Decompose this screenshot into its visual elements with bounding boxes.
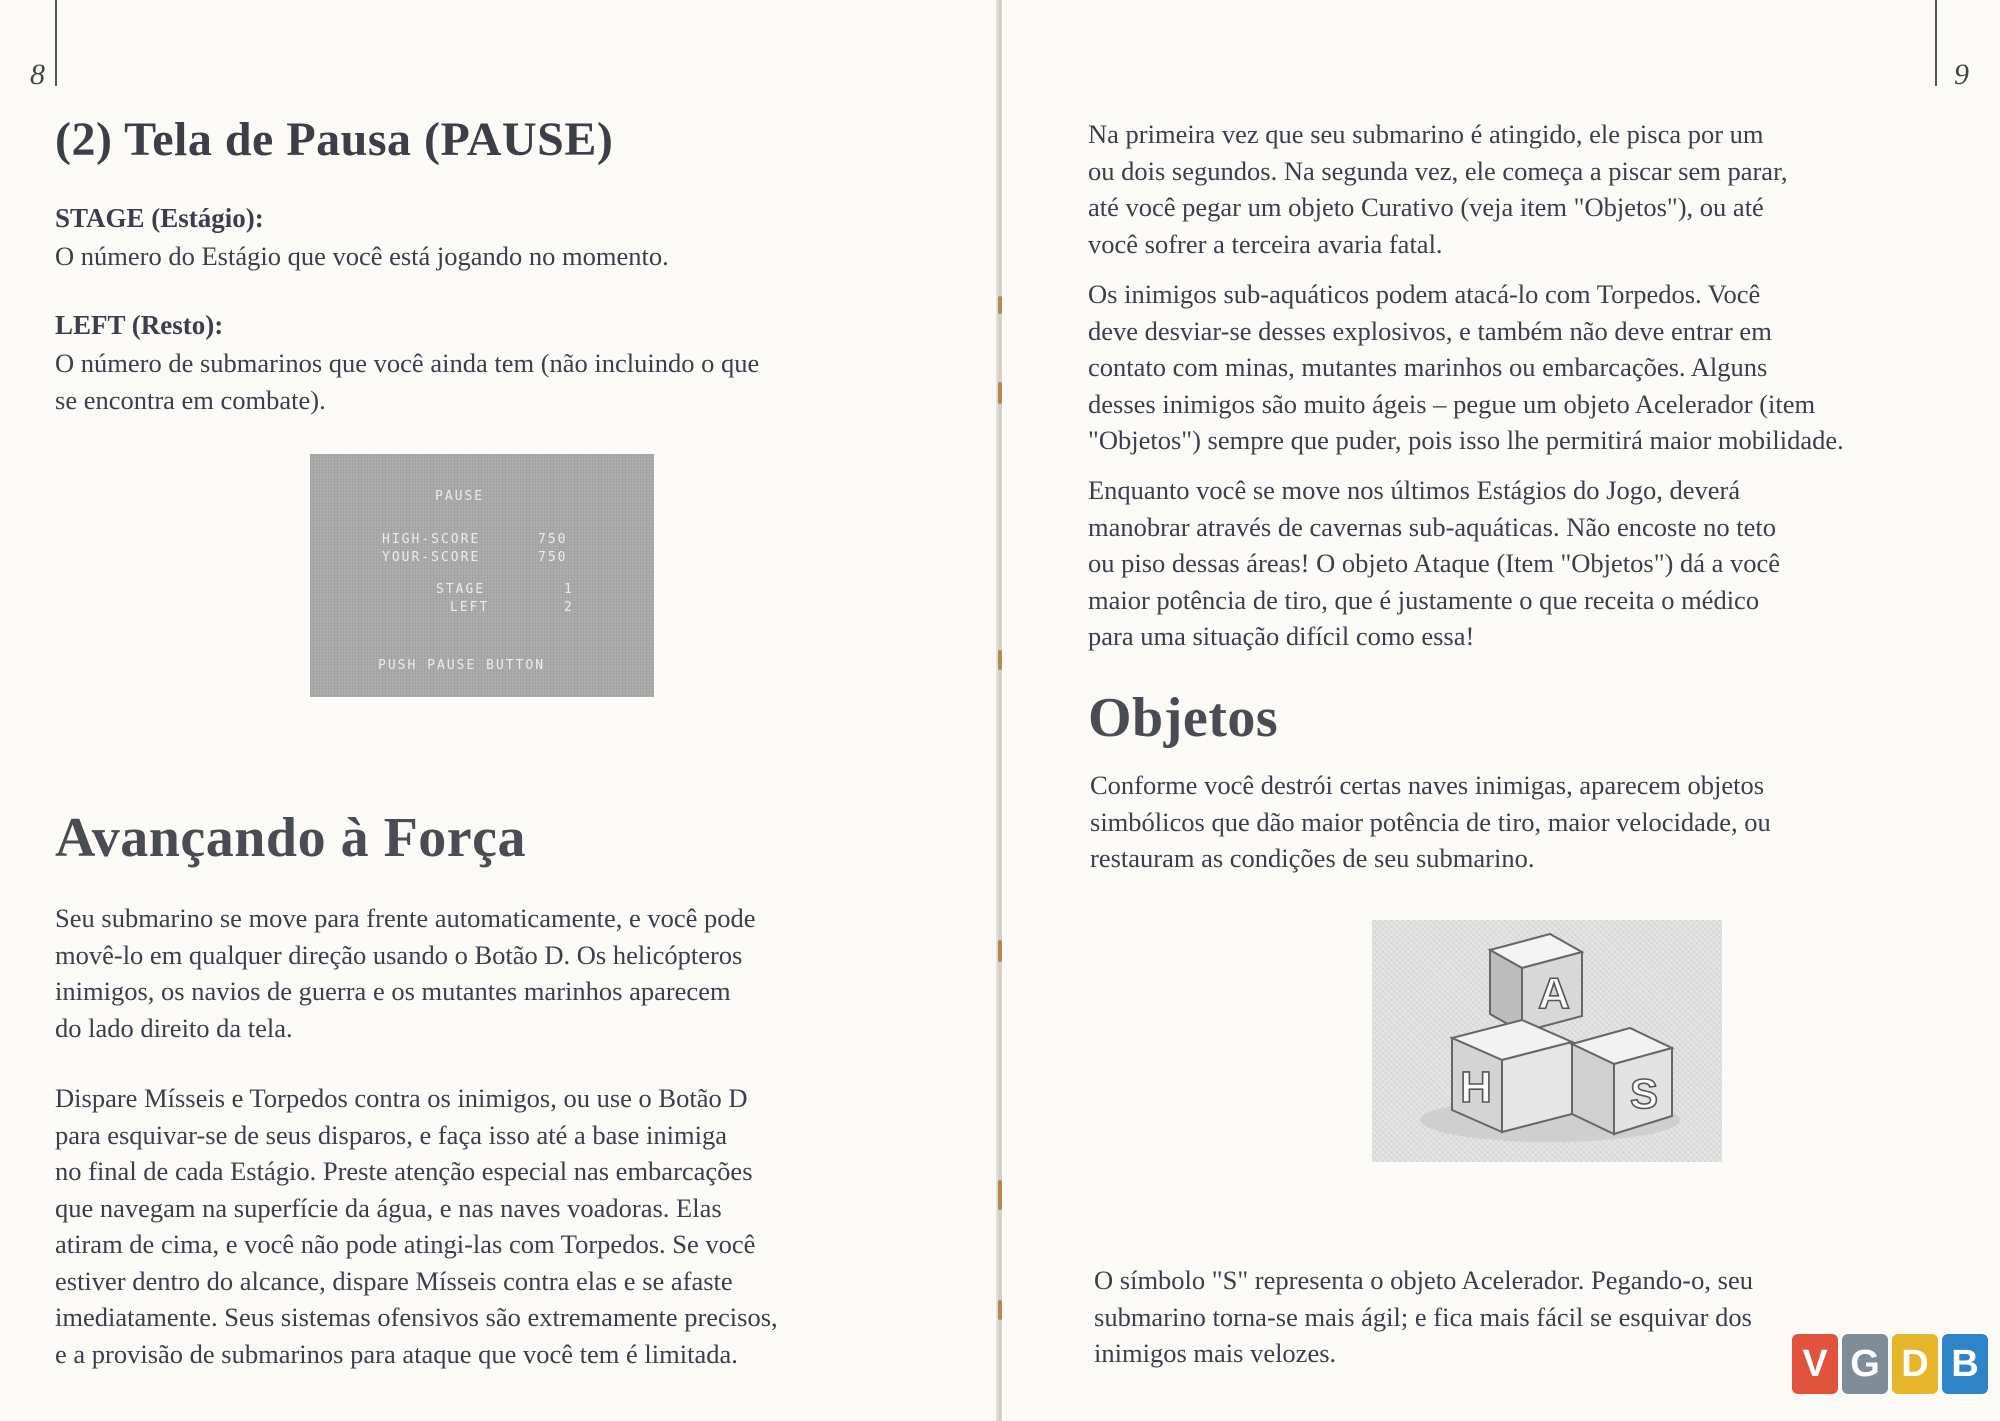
text-line: Dispare Mísseis e Torpedos contra os inimigos, ou use o Botão D [55,1083,748,1113]
pause-screen-image [310,454,654,697]
enemies-paragraph [1088,276,1944,459]
your-score-label: YOUR-SCORE [382,550,481,565]
block-s [1572,1028,1672,1134]
text-line: para uma situação difícil como essa! [1088,621,1475,651]
objects-heading: Objetos [1088,687,1279,749]
watermark-letter-d: D [1892,1334,1938,1394]
stage-value: 1 [564,582,574,597]
push-pause-prompt: PUSH PAUSE BUTTON [378,658,546,673]
text-line: do lado direito da tela. [55,1012,293,1043]
text-line: se encontra em combate). [55,384,326,415]
text-line: deve desviar-se desses explosivos, e também não deve entrar em [1088,315,1772,346]
right-page [1002,0,2000,1421]
text-line: "Objetos") sempre que puder, pois isso lhe permitirá maior mobilidade. [1088,425,1844,455]
text-line: Os inimigos sub-aquáticos podem atacá-lo com Torpedos. Você [1088,279,1761,309]
advance-paragraph-2 [55,1080,915,1372]
text-line: contato com minas, mutantes marinhos ou embarcações. Alguns [1088,352,1768,382]
page-rule-right [1935,0,1937,86]
block-h [1452,1020,1572,1132]
text-line: ou dois segundos. Na segunda vez, ele começa a piscar sem parar, [1088,155,1788,186]
text-line: que navegam na superfície da água, e nas naves voadoras. Elas [55,1192,722,1223]
text-line: atiram de cima, e você não pode atingi-las com Torpedos. Se você [55,1229,756,1259]
advance-heading: Avançando à Força [55,807,526,869]
text-line: manobrar através de cavernas sub-aquáticas. Não encoste no teto [1088,511,1776,542]
block-a [1490,934,1582,1032]
text-line: estiver dentro do alcance, dispare Mísseis contra elas e se afaste [55,1265,733,1296]
left-value: 2 [564,600,574,615]
stage-label: STAGE [436,582,486,597]
text-line: inimigos, os navios de guerra e os mutantes marinhos aparecem [55,976,731,1006]
left-label: LEFT [450,600,490,615]
hit-paragraph [1088,116,1944,262]
stage-description: O número do Estágio que você está jogando no momento. [55,241,669,271]
pause-screen-heading: (2) Tela de Pausa (PAUSE) [55,113,614,166]
text-line: no final de cada Estágio. Preste atenção especial nas embarcações [55,1156,753,1186]
text-line: você sofrer a terceira avaria fatal. [1088,228,1443,259]
text-line: submarino torna-se mais ágil; e fica mais fácil se esquivar dos [1094,1301,1752,1332]
pause-title: PAUSE [435,489,485,504]
hi-score-value: 750 [538,532,568,547]
block-letter-h: H [1460,1063,1492,1112]
text-line: para esquivar-se de seus disparos, e faça isso até a base inimiga [55,1119,728,1150]
hi-score-label: HIGH-SCORE [382,532,481,547]
caverns-paragraph [1088,472,1944,655]
text-line: Na primeira vez que seu submarino é atingido, ele pisca por um [1088,119,1764,149]
text-line: movê-lo em qualquer direção usando o Botão D. Os helicópteros [55,939,743,970]
your-score-value: 750 [538,550,568,565]
text-line: imediatamente. Seus sistemas ofensivos são extremamente precisos, [55,1302,778,1332]
text-line: ou piso dessas áreas! O objeto Ataque (Item "Objetos") dá a você [1088,548,1781,578]
watermark-letter-g: G [1842,1334,1888,1394]
advance-paragraph-1 [55,900,915,1046]
text-line: até você pegar um objeto Curativo (veja item "Objetos"), ou até [1088,192,1764,222]
text-line: inimigos mais velozes. [1094,1338,1337,1368]
text-line: restauram as condições de seu submarino. [1090,843,1535,873]
item-blocks-illustration [1372,920,1722,1162]
text-line: Seu submarino se move para frente automaticamente, e você pode [55,903,756,933]
text-line: simbólicos que dão maior potência de tiro, maior velocidade, ou [1090,806,1771,837]
text-line: O número de submarinos que você ainda tem (não incluindo o que [55,348,760,378]
objects-paragraph [1090,767,1946,877]
vgdb-watermark-logo [1792,1334,1988,1394]
text-line: e a provisão de submarinos para ataque que você tem é limitada. [55,1338,738,1369]
left-description [55,345,915,418]
watermark-letter-v: V [1792,1334,1838,1394]
text-line: desses inimigos são muito ágeis – pegue um objeto Acelerador (item [1088,388,1816,419]
text-line: O símbolo "S" representa o objeto Acelerador. Pegando-o, seu [1094,1265,1753,1295]
block-letter-a: A [1538,969,1570,1018]
text-line: maior potência de tiro, que é justamente o que receita o médico [1088,584,1760,615]
page-rule-left [55,0,57,86]
page-number-right: 9 [1954,58,1969,91]
stage-term: STAGE (Estágio): [55,203,264,233]
text-line: Conforme você destrói certas naves inimigas, aparecem objetos [1090,770,1765,800]
letter-blocks-drawing [1372,920,1722,1162]
page-number-left: 8 [30,58,45,91]
left-term: LEFT (Resto): [55,310,224,340]
watermark-letter-b: B [1942,1334,1988,1394]
text-line: Enquanto você se move nos últimos Estágios do Jogo, deverá [1088,475,1741,505]
block-letter-s: S [1629,1070,1659,1117]
left-page [0,0,998,1421]
